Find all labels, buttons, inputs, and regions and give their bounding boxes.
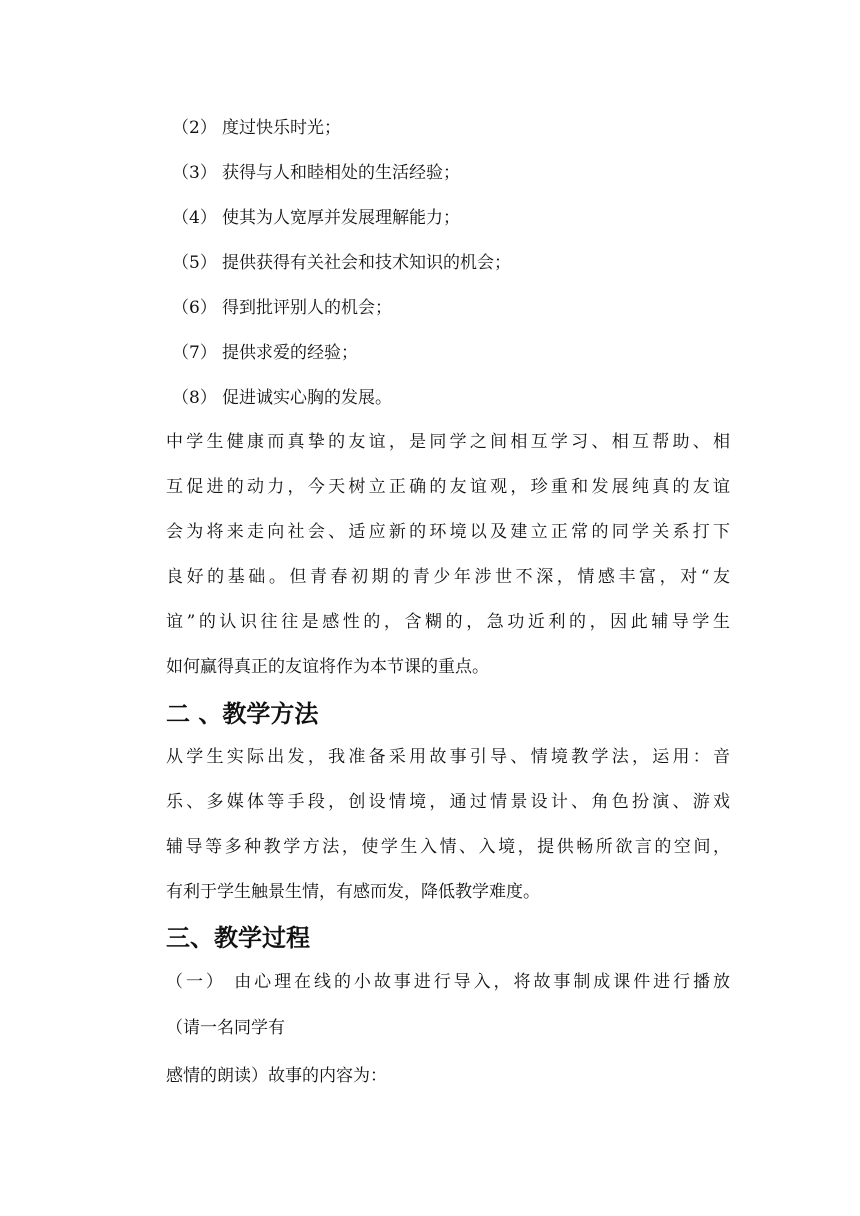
list-item	[172, 296, 392, 320]
list-item	[172, 206, 460, 230]
paragraph-line: （一） 由心理在线的小故事进行导入，将故事制成课件进行播放	[166, 972, 730, 992]
list-number: （4）	[172, 208, 217, 228]
list-number: （6）	[172, 298, 217, 318]
list-number: （8）	[172, 388, 217, 408]
list-text: 促进诚实心胸的发展。	[222, 388, 392, 408]
list-item	[172, 161, 460, 185]
paragraph-line: 会为将来走向社会、适应新的环境以及建立正常的同学关系打下	[166, 522, 730, 542]
list-number: （5）	[172, 253, 217, 273]
paragraph-line: 中学生健康而真挚的友谊，是同学之间相互学习、相互帮助、相	[166, 432, 730, 452]
paragraph-line: 感情的朗读）故事的内容为：	[166, 1066, 387, 1086]
list-text: 获得与人和睦相处的生活经验；	[222, 163, 460, 183]
list-number: （2）	[172, 118, 217, 138]
paragraph-line: 互促进的动力，今天树立正确的友谊观，珍重和发展纯真的友谊	[166, 477, 730, 497]
list-text: 提供求爱的经验；	[222, 343, 358, 363]
paragraph-line: 乐、多媒体等手段，创设情境，通过情景设计、角色扮演、游戏	[166, 792, 730, 812]
list-item	[172, 251, 511, 275]
list-number: （7）	[172, 343, 217, 363]
list-item	[172, 386, 392, 410]
paragraph-line: 从学生实际出发，我准备采用故事引导、情境教学法，运用：音	[166, 747, 730, 767]
list-text: 提供获得有关社会和技术知识的机会；	[222, 253, 511, 273]
list-text: 使其为人宽厚并发展理解能力；	[222, 208, 460, 228]
list-item	[172, 116, 341, 140]
list-text: 得到批评别人的机会；	[222, 298, 392, 318]
paragraph-line: 有利于学生触景生情，有感而发，降低教学难度。	[166, 882, 540, 902]
paragraph-line: 辅导等多种教学方法，使学生入情、入境，提供畅所欲言的空间，	[166, 837, 730, 857]
section-heading: 三、教学过程	[166, 924, 310, 952]
paragraph-line: （请一名同学有	[166, 1018, 285, 1038]
list-item	[172, 341, 358, 365]
list-text: 度过快乐时光；	[222, 118, 341, 138]
list-number: （3）	[172, 163, 217, 183]
section-heading: 二 、教学方法	[166, 700, 319, 728]
paragraph-line: 谊”的认识往往是感性的，含糊的，急功近利的，因此辅导学生	[166, 612, 730, 632]
paragraph-line: 如何赢得真正的友谊将作为本节课的重点。	[166, 657, 489, 677]
paragraph-line: 良好的基础。但青春初期的青少年涉世不深，情感丰富，对“友	[166, 567, 730, 587]
